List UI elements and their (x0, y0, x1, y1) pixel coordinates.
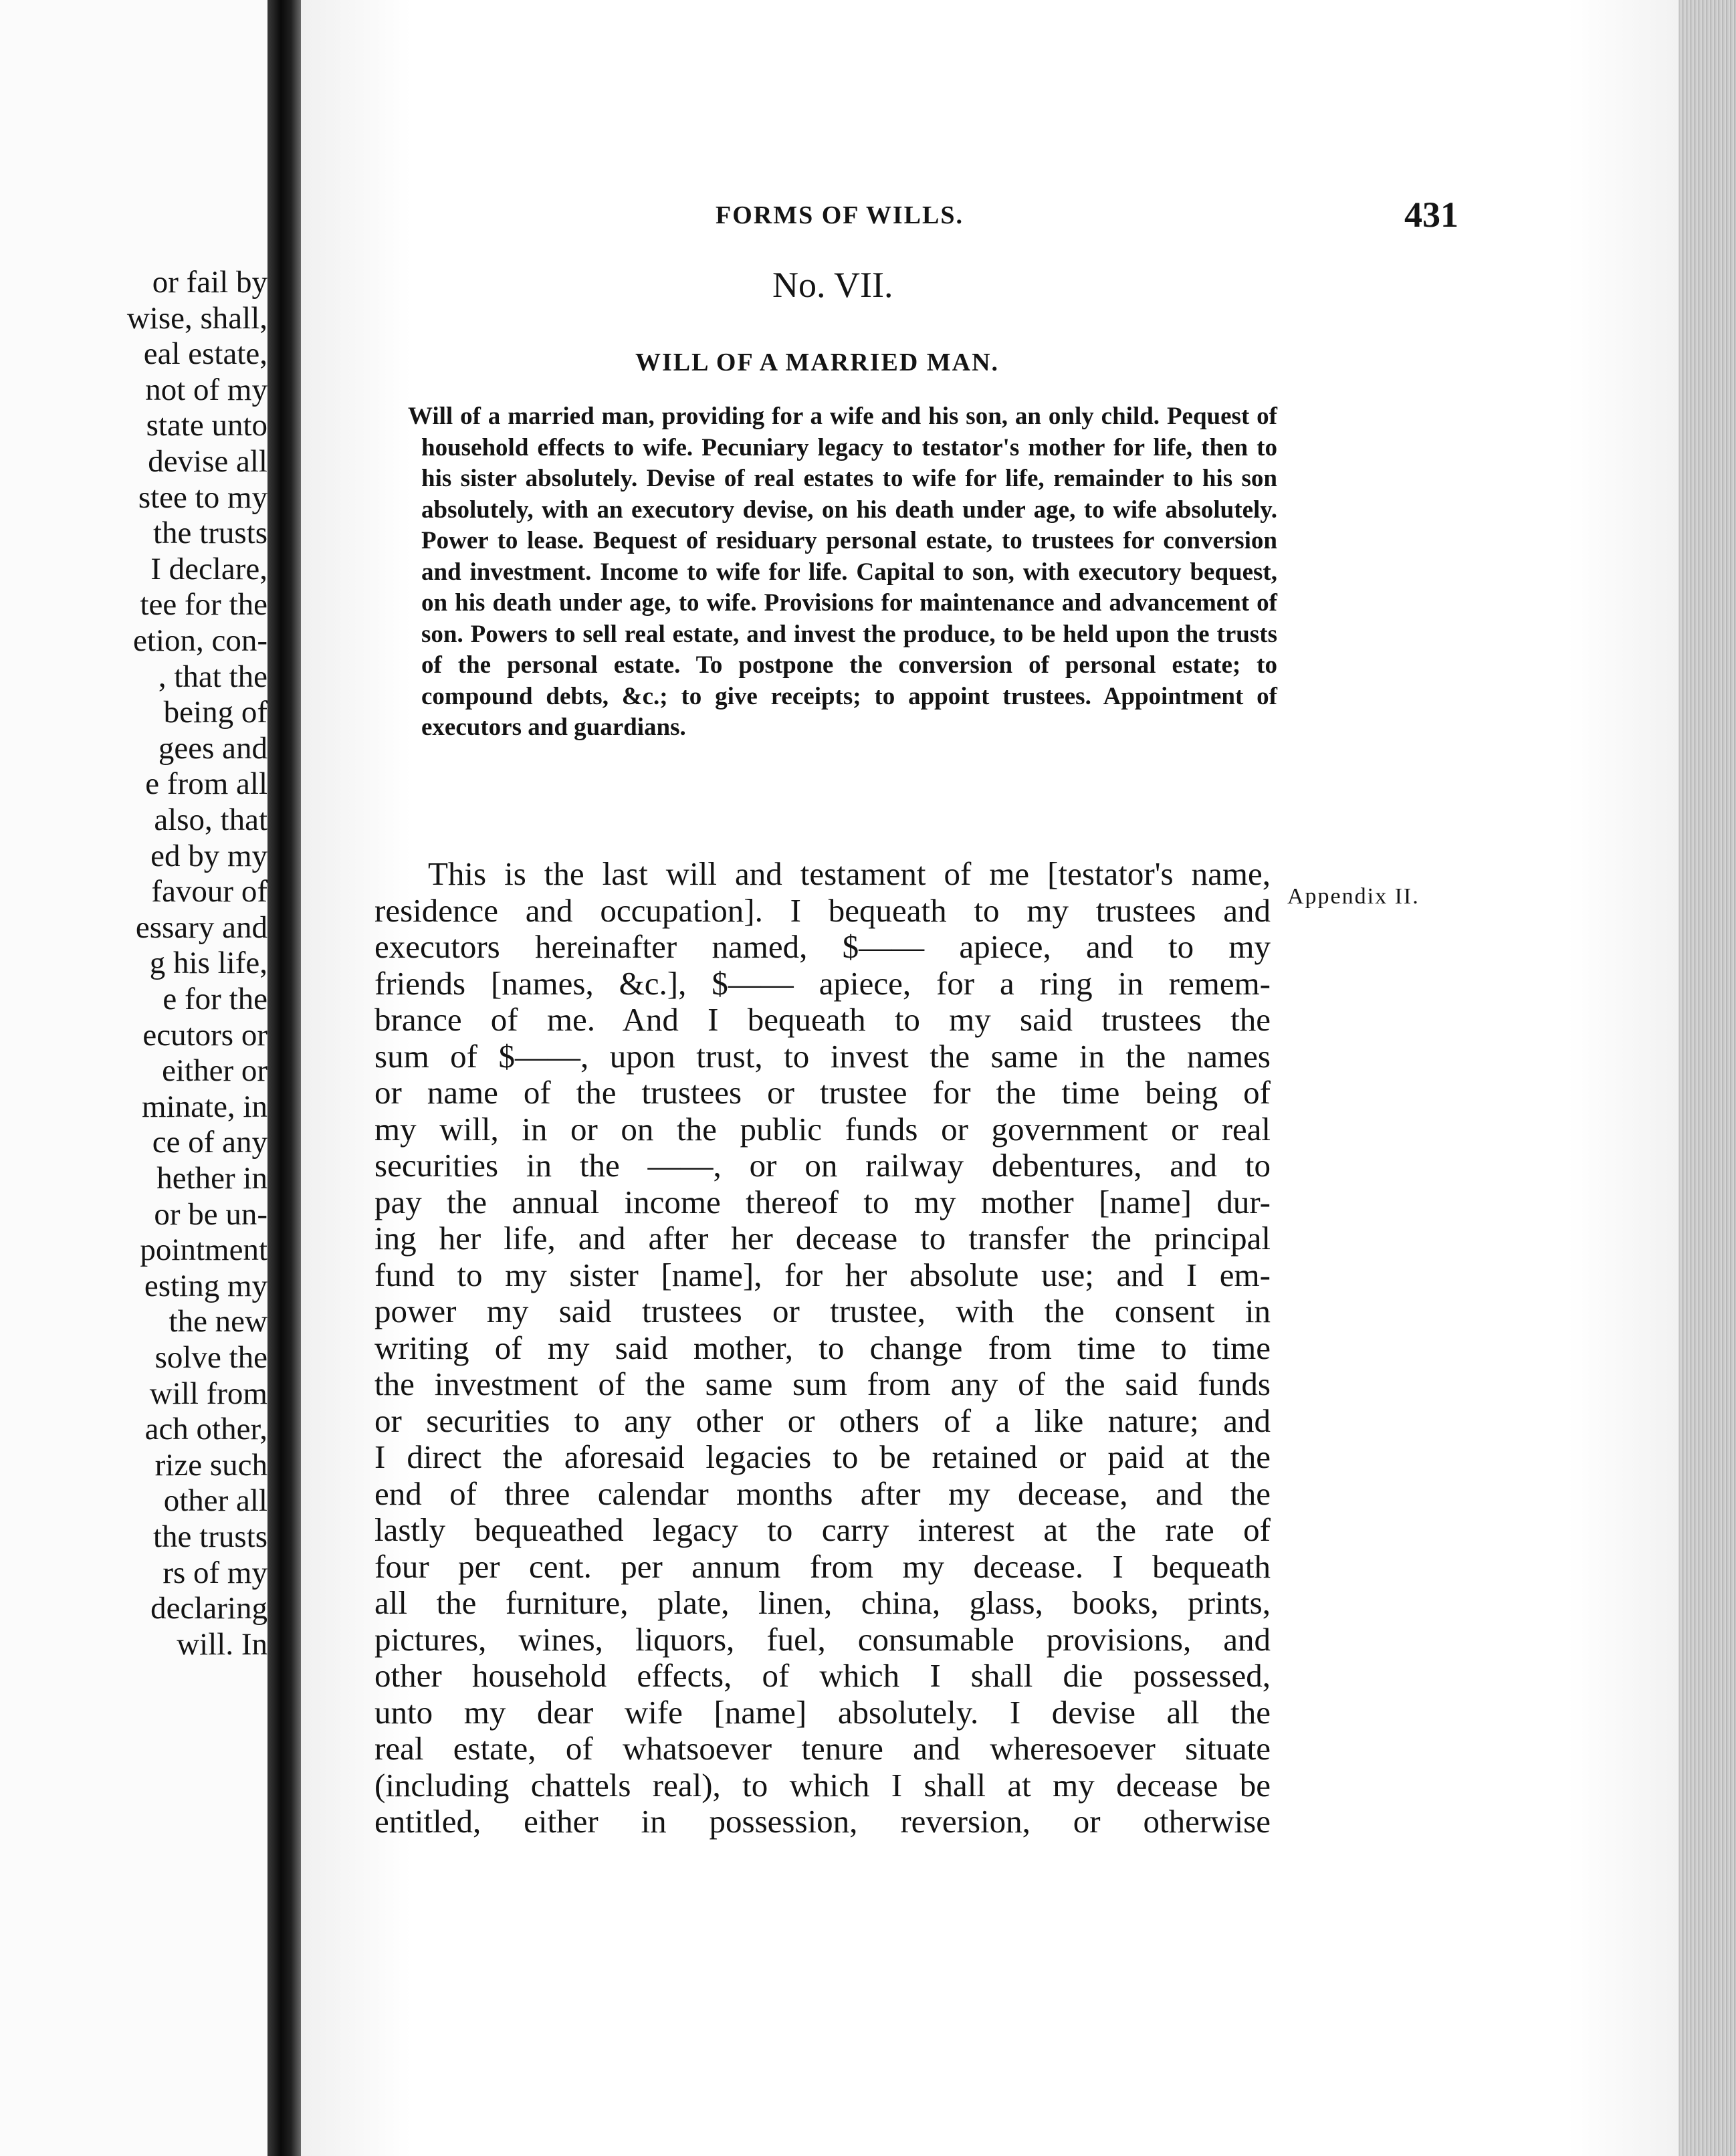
left-page-line: , that the (158, 659, 267, 694)
running-head: FORMS OF WILLS. (716, 201, 964, 229)
body-line: lastly bequeathed legacy to carry interest at the rate of (374, 1511, 1271, 1548)
left-page-line: etion, con- (133, 623, 267, 658)
body-line: executors hereinafter named, $—— apiece, and to my (374, 928, 1271, 965)
body-line: four per cent. per annum from my decease. I bequeath (374, 1547, 1271, 1585)
body-line: end of three calendar months after my decease, and the (374, 1475, 1271, 1512)
body-line: I direct the aforesaid legacies to be retained or paid at the (374, 1438, 1271, 1475)
body-line: my will, in or on the public funds or government or real (374, 1110, 1271, 1148)
left-page-line: ach other, (144, 1412, 267, 1447)
page-edges (1678, 0, 1736, 2156)
left-page-line: declaring (150, 1591, 267, 1626)
left-facing-page (0, 0, 281, 2156)
left-page-line: favour of (151, 874, 267, 909)
left-page-line: pointment (140, 1232, 267, 1268)
left-page-line: esting my (144, 1268, 267, 1303)
left-page-line: e from all (145, 766, 267, 802)
left-page-line: e for the (162, 982, 267, 1016)
left-page-line: solve the (154, 1340, 267, 1375)
left-page-line: not of my (145, 372, 267, 407)
form-title: WILL OF A MARRIED MAN. (635, 348, 1000, 376)
left-page-line: ce of any (152, 1125, 267, 1160)
body-line: writing of my said mother, to change from time to time (374, 1329, 1271, 1366)
body-line: entitled, either in possession, reversion, or otherwise (374, 1803, 1271, 1840)
left-page-line: ed by my (150, 838, 267, 873)
book-gutter (267, 0, 301, 2156)
body-line: power my said trustees or trustee, with the consent in (374, 1293, 1271, 1329)
left-page-line: stee to my (138, 479, 267, 515)
left-page-line: minate, in (142, 1089, 267, 1124)
body-line: residence and occupation]. I bequeath to my trustees and (374, 891, 1271, 929)
will-body-text (374, 856, 1271, 1840)
left-page-line: the trusts (152, 516, 267, 551)
left-page-line: the trusts (152, 1519, 267, 1554)
left-page-line: g his life, (149, 946, 267, 981)
left-page-line: or be un- (154, 1196, 267, 1232)
left-page-line: or fail by (152, 265, 267, 300)
left-page-line: devise all (148, 444, 267, 479)
form-number: No. VII. (772, 265, 893, 305)
body-line: or name of the trustees or trustee for the time being of (374, 1074, 1271, 1111)
left-page-line: tee for the (140, 587, 267, 623)
left-page-line: rs of my (162, 1555, 267, 1590)
body-line: ing her life, and after her decease to transfer the principal (374, 1220, 1271, 1257)
page-number: 431 (1404, 195, 1458, 235)
side-note: Appendix II. (1287, 884, 1420, 909)
left-page-line: ecutors or (142, 1017, 267, 1053)
body-line: sum of $——, upon trust, to invest the same in the names (374, 1037, 1271, 1075)
body-line: fund to my sister [name], for her absolute use; and I em- (374, 1256, 1271, 1293)
left-page-line: eal estate, (143, 336, 267, 372)
body-line: other household effects, of which I shall die possessed, (374, 1657, 1271, 1694)
body-line: unto my dear wife [name] absolutely. I devise all the (374, 1693, 1271, 1731)
left-page-line: being of (163, 695, 267, 730)
left-page-line: rize such (154, 1447, 267, 1483)
left-page-line: I declare, (150, 551, 267, 586)
form-summary: Will of a married man, providing for a wife and his son, an only child. Pequest of household effects to wife. Pecuniary legacy to testator's mother for life, then to his sister absolutely. Devise of real estates to wife for life, remainder to his son absolutely, with an executory devise, on his death under age, to wife absolutely. Power to lease. Bequest of residuary personal estate, to trustees for conversion and investment. Income to wife for life. Capital to son, with executory bequest, on his death under age, to wife. Provisions for maintenance and advancement of son. Powers to sell real estate, and invest the produce, to be held upon the trusts of the personal estate. To postpone the conversion of personal estate; to compound debts, &c.; to give receipts; to appoint trustees. Appointment of executors and guardians. (408, 403, 1277, 741)
left-page-line: hether in (156, 1161, 267, 1196)
body-line: This is the last will and testament of me [testator's name, (428, 855, 1271, 892)
left-page-line: either or (162, 1053, 267, 1089)
left-page-line: essary and (135, 909, 267, 945)
body-line: (including chattels real), to which I shall at my decease be (374, 1766, 1271, 1804)
body-line: real estate, of whatsoever tenure and wheresoever situate (374, 1730, 1271, 1767)
left-page-line: also, that (154, 802, 267, 837)
body-line: or securities to any other or others of a like nature; and (374, 1402, 1271, 1439)
left-page-line: will from (149, 1376, 267, 1411)
left-page-line: will. In (177, 1626, 267, 1662)
body-line: pay the annual income thereof to my mother [name] dur- (374, 1183, 1271, 1220)
left-page-line: wise, shall, (126, 300, 267, 336)
body-line: securities in the ——, or on railway debentures, and to (374, 1147, 1271, 1184)
body-line: all the furniture, plate, linen, china, glass, books, prints, (374, 1584, 1271, 1621)
body-line: the investment of the same sum from any of the said funds (374, 1366, 1271, 1402)
body-line: friends [names, &c.], $—— apiece, for a ring in remem- (374, 964, 1271, 1002)
left-page-line: other all (163, 1483, 267, 1519)
left-page-line: the new (169, 1304, 267, 1339)
body-line: pictures, wines, liquors, fuel, consumable provisions, and (374, 1620, 1271, 1658)
left-page-line: state unto (146, 408, 267, 443)
body-line: brance of me. And I bequeath to my said trustees the (374, 1001, 1271, 1038)
left-page-line: gees and (158, 730, 267, 766)
